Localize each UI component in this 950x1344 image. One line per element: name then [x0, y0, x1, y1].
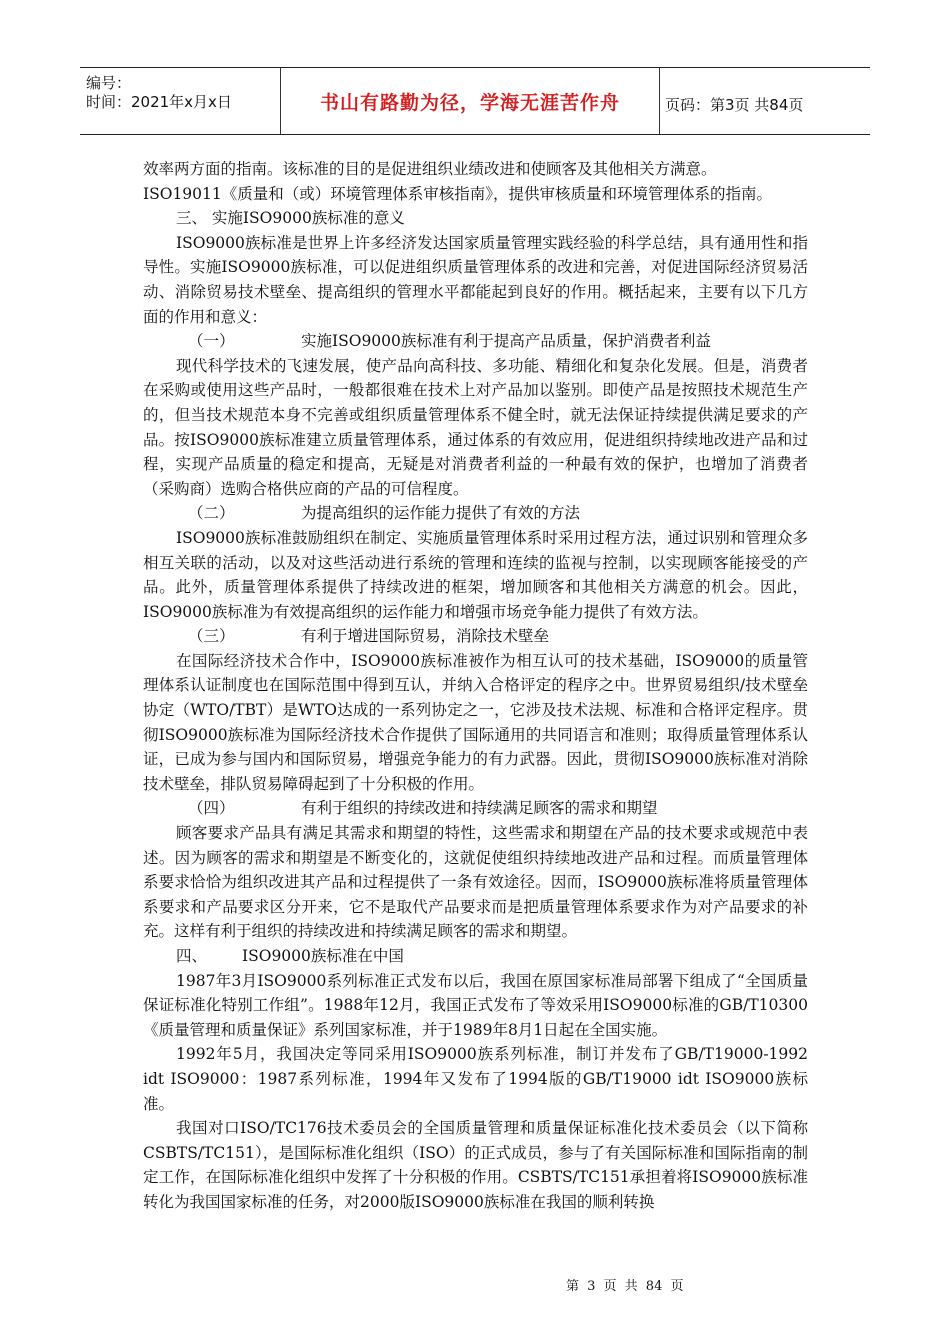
paragraph: ISO19011《质量和（或）环境管理体系审核指南》，提供审核质量和环境管理体系的指南。	[143, 184, 773, 203]
section-number: 四、	[176, 947, 208, 965]
paragraph: 现代科学技术的飞速发展，使产品向高科技、多功能、精细化和复杂化发展。但是，消费者在采购或使用这些产品时，一般都很难在技术上对产品加以鉴别。即使产品是按照技术规范生产的，但当技术规范本身不完善或组织质量管理体系不健全时，就无法保证持续提供满足要求的产品。按ISO9000族标准建立质量管理体系，通过体系的有效应用，促进组织持续地改进产品和过程，实现产品质量的稳定和提高，无疑是对消费者利益的一种最有效的保护，也增加了消费者（采购商）选购合格供应商的产品的可信程度。	[143, 356, 808, 498]
date-label: 时间：2021年x月x日	[86, 93, 232, 111]
paragraph: 我国对口ISO/TC176技术委员会的全国质量管理和质量保证标准化技术委员会（以下简称CSBTS/TC151），是国际标准化组织（ISO）的正式成员，参与了有关国际标准和国际指南的制定工作，在国际标准化组织中发挥了十分积极的作用。CSBTS/TC151承担着将ISO9000族标准转化为我国国家标准的任务，对2000版ISO9000族标准在我国的顺利转换	[143, 1119, 808, 1211]
subsection-number: （三）	[188, 627, 235, 646]
page-number-label: 页码：第3页 共84页	[665, 96, 804, 114]
code-label: 编号：	[86, 74, 132, 92]
subsection-heading	[143, 624, 808, 649]
subsection-title: 为提高组织的运作能力提供了有效的方法	[301, 504, 581, 523]
paragraph: ISO9000族标准鼓励组织在制定、实施质量管理体系时采用过程方法，通过识别和管理众多相互关联的活动，以及对这些活动进行系统的管理和连续的监视与控制，以实现顾客能接受的产品。此外，质量管理体系提供了持续改进的框架，增加顾客和其他相关方满意的机会。因此，ISO9000族标准为有效提高组织的运作能力和增强市场竞争能力提供了有效方法。	[143, 528, 808, 621]
subsection-heading	[143, 796, 808, 821]
paragraph: ISO9000族标准是世界上许多经济发达国家质量管理实践经验的科学总结，具有通用性和指导性。实施ISO9000族标准，可以促进组织质量管理体系的改进和完善，对促进国际经济贸易活动、消除贸易技术壁垒、提高组织的管理水平都能起到良好的作用。概括起来，主要有以下几方面的作用和意义：	[143, 233, 808, 326]
subsection-number: （二）	[188, 504, 235, 523]
section-heading: 三、 实施ISO9000族标准的意义	[176, 209, 405, 228]
motto-banner: 书山有路勤为径，学海无涯苦作舟	[280, 68, 660, 134]
paragraph: 1987年3月ISO9000系列标准正式发布以后，我国在原国家标准局部署下组成了“全国质量保证标准化特别工作组”。1988年12月，我国正式发布了等效采用ISO9000标准的GB/T10300《质量管理和质量保证》系列国家标准，并于1989年8月1日起在全国实施。	[143, 971, 808, 1039]
subsection-number: （一）	[188, 332, 235, 351]
document-body	[143, 157, 808, 1215]
section-title: ISO9000族标准在中国	[242, 947, 404, 965]
footer-page-number: 第 3 页 共 84 页	[566, 1279, 684, 1294]
subsection-number: （四）	[188, 799, 235, 818]
subsection-heading	[143, 329, 808, 354]
subsection-title: 实施ISO9000族标准有利于提高产品质量，保护消费者利益	[301, 332, 711, 351]
subsection-title: 有利于增进国际贸易，消除技术壁垒	[301, 627, 550, 646]
paragraph: 顾客要求产品具有满足其需求和期望的特性，这些需求和期望在产品的技术要求或规范中表述。因为顾客的需求和期望是不断变化的，这就促使组织持续地改进产品和过程。而质量管理体系要求恰恰为组织改进其产品和过程提供了一条有效途径。因而，ISO9000族标准将质量管理体系要求和产品要求区分开来，它不是取代产品要求而是把质量管理体系要求作为对产品要求的补充。这样有利于组织的持续改进和持续满足顾客的需求和期望。	[143, 824, 808, 941]
paragraph: 效率两方面的指南。该标准的目的是促进组织业绩改进和使顾客及其他相关方满意。	[143, 160, 717, 178]
header-meta	[80, 68, 280, 134]
page-header	[80, 67, 870, 135]
paragraph: 1992年5月，我国决定等同采用ISO9000族系列标准，制订并发布了GB/T19000-1992 idt ISO9000：1987系列标准，1994年又发布了1994版的GB/T19000 idt ISO9000族标准。	[143, 1045, 808, 1113]
paragraph: 在国际经济技术合作中，ISO9000族标准被作为相互认可的技术基础，ISO9000的质量管理体系认证制度也在国际范围中得到互认，并纳入合格评定的程序之中。世界贸易组织/技术壁垒协定（WTO/TBT）是WTO达成的一系列协定之一，它涉及技术法规、标准和合格评定程序。贯彻ISO9000族标准为国际经济技术合作提供了国际通用的共同语言和准则；取得质量管理体系认证，已成为参与国内和国际贸易，增强竞争能力的有力武器。因此，贯彻ISO9000族标准对消除技术壁垒，排队贸易障碍起到了十分积极的作用。	[143, 651, 808, 793]
section-heading	[143, 944, 808, 969]
subsection-title: 有利于组织的持续改进和持续满足顾客的需求和期望	[301, 799, 658, 818]
subsection-heading	[143, 501, 808, 526]
